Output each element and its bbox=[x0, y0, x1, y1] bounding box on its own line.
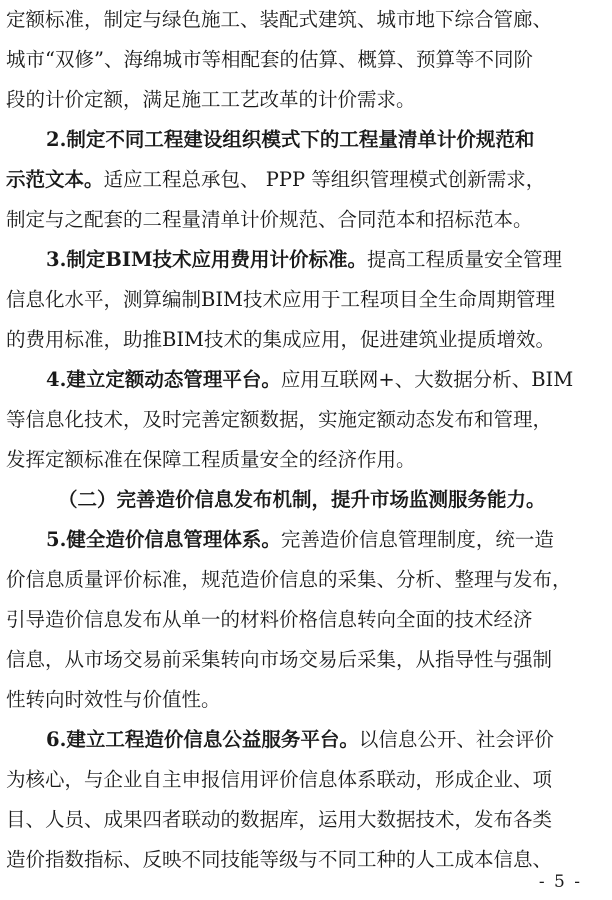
item-4-heading: 4.建立定额动态管理平台。 bbox=[46, 368, 281, 391]
section-heading bbox=[6, 480, 606, 520]
text-line bbox=[6, 680, 606, 720]
text-span: 制定与之配套的二程量清单计价规范、合同范本和招标范本。 bbox=[6, 208, 533, 231]
text-line bbox=[6, 800, 606, 840]
text-span: 完善造价信息管理制度，统一造 bbox=[280, 528, 554, 551]
text-line bbox=[6, 280, 606, 320]
text-span: 定额标准，制定与绿色施工、装配式建筑、城市地下综合管廊、 bbox=[6, 8, 553, 31]
item-5-heading: 5.健全造价信息管理体系。 bbox=[46, 528, 281, 551]
text-line bbox=[6, 640, 606, 680]
item-3-heading: 3.制定BIM技术应用费用计价标准。 bbox=[46, 248, 368, 271]
text-line bbox=[6, 760, 606, 800]
text-line bbox=[6, 0, 606, 40]
text-line bbox=[6, 400, 606, 440]
text-span: 价信息质量评价标准，规范造价信息的采集、分析、整理与发布， bbox=[6, 568, 572, 591]
text-span: 为核心，与企业自主申报信用评价信息体系联动，形成企业、项 bbox=[6, 768, 553, 791]
item-2-heading-end: 示范文本。 bbox=[6, 168, 104, 191]
text-line bbox=[6, 80, 606, 120]
text-span: 造价指数指标、反映不同技能等级与不同工种的人工成本信息、 bbox=[6, 848, 553, 871]
text-span: 适应工程总承包、 PPP 等组织管理模式创新需求， bbox=[103, 168, 546, 191]
text-line bbox=[6, 520, 606, 560]
text-line bbox=[6, 160, 606, 200]
text-line bbox=[6, 600, 606, 640]
text-span: 发挥定额标准在保障工程质量安全的经济作用。 bbox=[6, 448, 416, 471]
text-span: 以信息公开、社会评价 bbox=[358, 728, 554, 751]
text-span: 引导造价信息发布从单一的材料价格信息转向全面的技术经济 bbox=[6, 608, 533, 631]
text-span: 段的计价定额，满足施工工艺改革的计价需求。 bbox=[6, 88, 416, 111]
text-line bbox=[6, 40, 606, 80]
item-2-heading: 2.制定不同工程建设组织模式下的工程量清单计价规范和 bbox=[46, 128, 535, 151]
text-span: 应用互联网+、大数据分析、BIM bbox=[280, 368, 574, 391]
text-line bbox=[6, 840, 606, 880]
text-span: 性转向时效性与价值性。 bbox=[6, 688, 221, 711]
item-6-heading: 6.建立工程造价信息公益服务平台。 bbox=[46, 728, 359, 751]
text-line bbox=[6, 320, 606, 360]
section-heading-text: （二）完善造价信息发布机制，提升市场监测服务能力。 bbox=[58, 488, 546, 511]
page-number: - 5 - bbox=[538, 872, 582, 892]
text-span: 的费用标准，助推BIM技术的集成应用，促进建筑业提质增效。 bbox=[6, 328, 555, 351]
text-line bbox=[6, 240, 606, 280]
text-span: 城市“双修”、海绵城市等相配套的估算、概算、预算等不同阶 bbox=[6, 48, 533, 71]
text-line bbox=[6, 560, 606, 600]
text-span: 信息，从市场交易前采集转向市场交易后采集，从指导性与强制 bbox=[6, 648, 553, 671]
text-span: 等信息化技术，及时完善定额数据，实施定额动态发布和管理， bbox=[6, 408, 553, 431]
text-line bbox=[6, 200, 606, 240]
text-span: 提高工程质量安全管理 bbox=[367, 248, 563, 271]
text-span: 信息化水平，测算编制BIM技术应用于工程项目全生命周期管理 bbox=[6, 288, 555, 311]
text-line bbox=[6, 720, 606, 760]
text-line bbox=[6, 440, 606, 480]
text-line bbox=[6, 120, 606, 160]
text-span: 目、人员、成果四者联动的数据库，运用大数据技术，发布各类 bbox=[6, 808, 553, 831]
text-line bbox=[6, 360, 606, 400]
